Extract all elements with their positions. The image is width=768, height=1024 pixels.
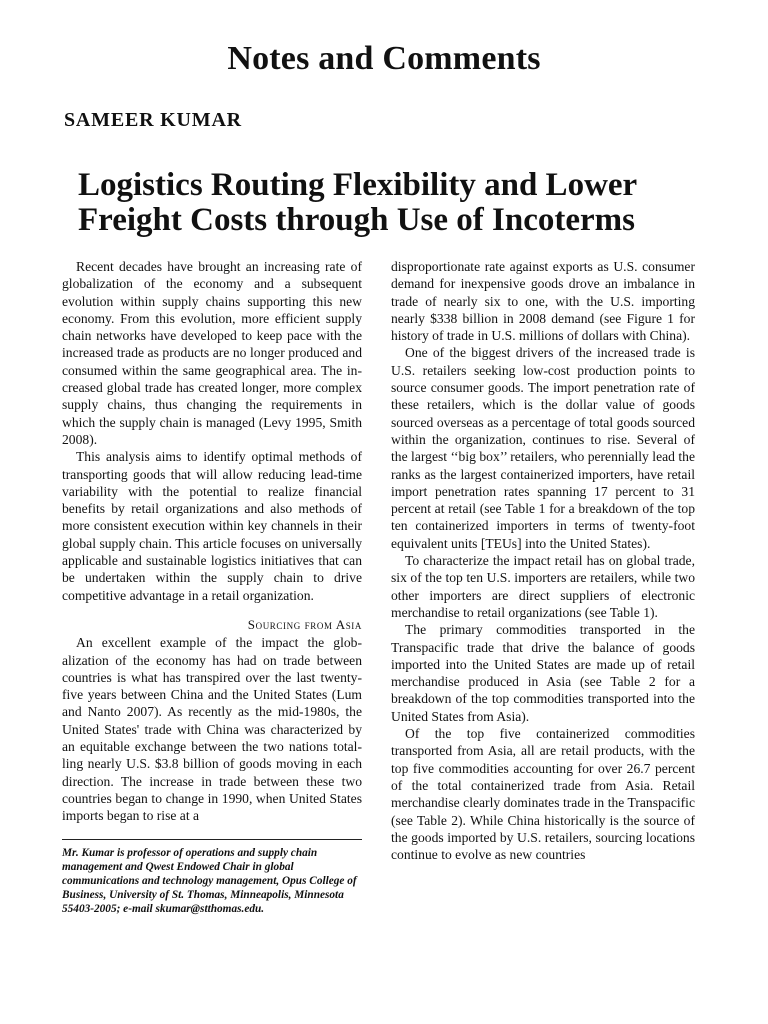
title-line-2: Freight Costs through Use of Incoterms: [78, 202, 635, 238]
footnote-divider: [62, 839, 362, 840]
right-column: [391, 258, 695, 863]
subsection-heading: Sourcing from Asia: [247, 616, 362, 632]
paragraph: This analysis aims to identify optimal methods of transporting goods that will allow reducing lead-time variability with the potential to realize financial benefits by retail organizations and also methods of more consistent execution within key channels in their global supply chain. This article focuses on universally applicable and sustainable logistics initiatives that can be undertaken within the supply chain to drive competitive advantage in a retail organization.: [62, 449, 362, 603]
title-line-1: Logistics Routing Flexibility and Lower: [78, 167, 638, 203]
section-heading: Notes and Comments: [227, 40, 541, 77]
paragraph: Recent decades have brought an increasing rate of globalization of the economy and a subsequent evolution within supply chains supporting this new economy. From this evolution, more efficient supply chain networks have developed to keep pace with the increased trade as products are no longer produced and consumed within the same geographical area. The increased global trade has created longer, more complex supply chains, thus changing the requirements in which the supply chain is managed (Levy 1995, Smith 2008).: [62, 259, 362, 447]
paragraph: An excellent example of the impact the globalization of the economy has had on trade between countries is what has transpired over the last twenty-five years between China and the United States (Lum and Nanto 2007). As recently as the mid-1980s, the United States' trade with China was characterized by an equitable exchange between the two nations totalling nearly U.S. $3.8 billion of goods moving in each direction. The increase in trade between these two countries began to change in 1990, when United States imports began to rise at a: [62, 635, 362, 824]
paragraph: The primary commodities transported in the Transpacific trade that drive the balance of goods imported into the United States are made up of retail merchandise produced in Asia (see Table 2 for a breakdown of the top commodities transported into the United States from Asia).: [391, 622, 695, 724]
paragraph: Of the top five containerized commodities transported from Asia, all are retail products, with the top five commodities accounting for over 26.7 percent of the total containerized trade from Asia. Retail merchandise clearly dominates trade in the Transpacific (see Table 2). While China historically is the source of the goods imported by U.S. retailers, sourcing locations continue to evolve as new countries: [391, 726, 695, 863]
paragraph: disproportionate rate against exports as U.S. consumer demand for inexpensive goods drove an imbalance in trade of nearly six to one, with the U.S. importing nearly $338 billion in 2008 demand (see Figure 1 for history of trade in U.S. millions of dollars with China).: [391, 259, 695, 344]
author-name: SAMEER KUMAR: [64, 109, 242, 131]
article-title: [78, 168, 718, 238]
paragraph: To characterize the impact retail has on global trade, six of the top ten U.S. importers are retailers, while two other importers are direct suppliers of electronic merchandise to retail organizations (see Table 1).: [391, 553, 695, 620]
author-footnote: Mr. Kumar is professor of operations and supply chain management and Qwest Endowed Chair in global communications and technology management, Opus College of Business, University of St. Thomas, Minneapolis, Minnesota 55403-2005; e-mail skumar@stthomas.edu.: [62, 846, 357, 916]
paragraph: One of the biggest drivers of the increased trade is U.S. retailers seeking low-cost production points to source consumer goods. The import penetration rate of these retailers, which is the dollar value of goods sourced overseas as a percentage of total goods sourced within the organization, continues to rise. Several of the largest ‘‘big box’’ retailers, who perennially lead the ranks as the largest containerized importers, have retail import penetration rates spanning 17 percent to 31 percent at retail (see Table 1 for a breakdown of the top ten containerized importers in terms of twenty-foot equivalent units [TEUs] into the United States).: [391, 345, 695, 551]
left-column: [62, 258, 362, 917]
